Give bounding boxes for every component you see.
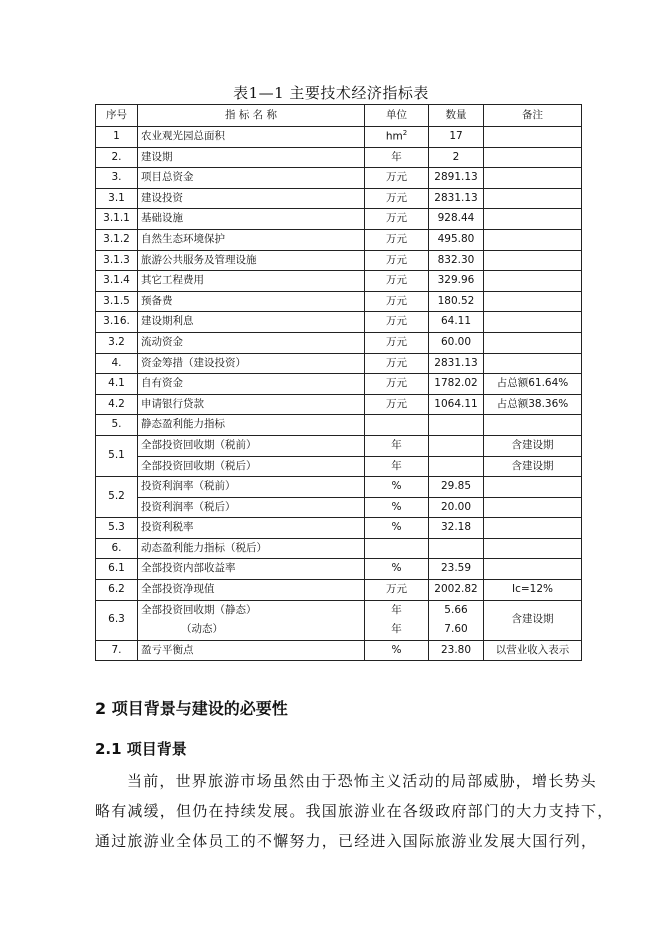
row-no: 2. — [96, 147, 138, 168]
row-qty: 32.18 — [429, 518, 484, 539]
row-qty: 17 — [429, 127, 484, 148]
row-item: 资金筹措（建设投资） — [138, 353, 365, 374]
table-header-row — [96, 105, 582, 127]
row-note: 以营业收入表示 — [484, 640, 582, 661]
row-no: 3.1.2 — [96, 229, 138, 250]
row-item: 流动资金 — [138, 332, 365, 353]
row-item: 自有资金 — [138, 374, 365, 395]
item-line-static: 全部投资回收期（静态） — [141, 603, 257, 616]
header-note: 备注 — [484, 105, 582, 127]
row-qty: 2002.82 — [429, 580, 484, 601]
row-no: 7. — [96, 640, 138, 661]
row-note — [484, 353, 582, 374]
subsection-heading: 2.1 项目背景 — [95, 740, 187, 758]
table-row — [96, 559, 582, 580]
row-no: 6. — [96, 538, 138, 559]
row-qty: 928.44 — [429, 209, 484, 230]
row-item: 旅游公共服务及管理设施 — [138, 250, 365, 271]
row-no: 3.1.3 — [96, 250, 138, 271]
row-note — [484, 209, 582, 230]
header-qty: 数量 — [429, 105, 484, 127]
row-unit: 万元 — [365, 312, 429, 333]
table-row — [96, 147, 582, 168]
table-row — [96, 291, 582, 312]
row-item: 静态盈利能力指标 — [138, 415, 365, 436]
row-unit: 万元 — [365, 168, 429, 189]
table-row — [96, 188, 582, 209]
table-row — [96, 456, 582, 477]
row-qty: 495.80 — [429, 229, 484, 250]
row-note — [484, 291, 582, 312]
row-item: 盈亏平衡点 — [138, 640, 365, 661]
row-no: 5.1 — [96, 435, 138, 476]
row-unit: 万元 — [365, 394, 429, 415]
header-unit: 单位 — [365, 105, 429, 127]
row-note — [484, 332, 582, 353]
table-row — [96, 271, 582, 292]
row-no: 3.1.4 — [96, 271, 138, 292]
row-no: 6.1 — [96, 559, 138, 580]
row-qty — [429, 600, 484, 640]
row-no: 6.3 — [96, 600, 138, 640]
row-no: 5.3 — [96, 518, 138, 539]
row-item — [138, 600, 365, 640]
row-note: 含建设期 — [484, 456, 582, 477]
body-paragraph — [95, 766, 614, 856]
row-item: 预备费 — [138, 291, 365, 312]
row-unit: % — [365, 497, 429, 518]
row-unit: 万元 — [365, 250, 429, 271]
qty-line-static: 5.66 — [444, 603, 468, 616]
row-note: 含建设期 — [484, 600, 582, 640]
row-unit: 万元 — [365, 188, 429, 209]
row-unit: 年 — [365, 435, 429, 456]
row-unit: % — [365, 518, 429, 539]
row-note: 含建设期 — [484, 435, 582, 456]
paragraph-line: 通过旅游业全体员工的不懈努力，已经进入国际旅游业发展大国行列， — [95, 832, 598, 850]
row-note — [484, 271, 582, 292]
row-note — [484, 229, 582, 250]
row-item: 自然生态环境保护 — [138, 229, 365, 250]
unit-line-dynamic: 年 — [391, 623, 402, 636]
row-unit — [365, 600, 429, 640]
row-note — [484, 188, 582, 209]
row-qty — [429, 456, 484, 477]
table-row — [96, 209, 582, 230]
row-item: 投资利润率（税后） — [138, 497, 365, 518]
row-qty: 23.59 — [429, 559, 484, 580]
table-row — [96, 332, 582, 353]
row-qty: 180.52 — [429, 291, 484, 312]
row-note — [484, 250, 582, 271]
row-no: 4.1 — [96, 374, 138, 395]
section-heading: 2 项目背景与建设的必要性 — [95, 699, 288, 718]
row-unit: % — [365, 640, 429, 661]
table-row — [96, 580, 582, 601]
row-item: 全部投资回收期（税前） — [138, 435, 365, 456]
table-row — [96, 127, 582, 148]
table-row — [96, 229, 582, 250]
row-unit: % — [365, 477, 429, 498]
row-qty: 20.00 — [429, 497, 484, 518]
table-title: 表1—1 主要技术经济指标表 — [233, 84, 429, 102]
row-item: 建设期利息 — [138, 312, 365, 333]
row-qty: 329.96 — [429, 271, 484, 292]
row-note — [484, 147, 582, 168]
table-row — [96, 250, 582, 271]
table-row — [96, 477, 582, 498]
table-row — [96, 415, 582, 436]
qty-line-dynamic: 7.60 — [444, 623, 468, 636]
row-qty: 29.85 — [429, 477, 484, 498]
row-unit: 万元 — [365, 229, 429, 250]
row-item: 投资利税率 — [138, 518, 365, 539]
row-qty: 2831.13 — [429, 188, 484, 209]
row-no: 3.16. — [96, 312, 138, 333]
table-row — [96, 394, 582, 415]
row-unit: 万元 — [365, 271, 429, 292]
row-no: 5.2 — [96, 477, 138, 518]
row-item: 动态盈利能力指标（税后） — [138, 538, 365, 559]
row-unit: 年 — [365, 456, 429, 477]
row-unit: 万元 — [365, 353, 429, 374]
row-qty: 23.80 — [429, 640, 484, 661]
table-row — [96, 600, 582, 640]
table-row — [96, 640, 582, 661]
table-row — [96, 353, 582, 374]
row-qty: 1782.02 — [429, 374, 484, 395]
item-line-dynamic: （动态） — [181, 623, 223, 636]
row-note — [484, 538, 582, 559]
paragraph-line: 略有减缓，但仍在持续发展。我国旅游业在各级政府部门的大力支持下， — [95, 802, 614, 820]
row-qty: 2 — [429, 147, 484, 168]
row-note: 占总额38.36% — [484, 394, 582, 415]
row-item: 全部投资回收期（税后） — [138, 456, 365, 477]
row-unit: 万元 — [365, 580, 429, 601]
row-item: 投资利润率（税前） — [138, 477, 365, 498]
table-row — [96, 168, 582, 189]
row-no: 6.2 — [96, 580, 138, 601]
indicator-table — [95, 104, 582, 661]
row-unit: 万元 — [365, 374, 429, 395]
row-qty: 1064.11 — [429, 394, 484, 415]
table-row — [96, 435, 582, 456]
row-unit: 年 — [365, 147, 429, 168]
row-unit: % — [365, 559, 429, 580]
row-item: 基础设施 — [138, 209, 365, 230]
row-unit: 万元 — [365, 291, 429, 312]
row-note — [484, 415, 582, 436]
table-row — [96, 518, 582, 539]
header-item: 指 标 名 称 — [138, 105, 365, 127]
row-note — [484, 497, 582, 518]
row-no: 4.2 — [96, 394, 138, 415]
row-no: 3. — [96, 168, 138, 189]
row-item: 建设期 — [138, 147, 365, 168]
row-qty: 60.00 — [429, 332, 484, 353]
row-unit — [365, 127, 429, 148]
table-row — [96, 374, 582, 395]
unit-text: hm — [385, 130, 403, 143]
row-qty — [429, 415, 484, 436]
unit-superscript: 2 — [402, 129, 408, 138]
row-note — [484, 127, 582, 148]
table-row — [96, 312, 582, 333]
row-qty: 2831.13 — [429, 353, 484, 374]
row-unit: 万元 — [365, 209, 429, 230]
row-item: 全部投资净现值 — [138, 580, 365, 601]
row-note: 占总额61.64% — [484, 374, 582, 395]
row-item: 农业观光园总面积 — [138, 127, 365, 148]
row-no: 1 — [96, 127, 138, 148]
row-no: 3.2 — [96, 332, 138, 353]
row-qty: 832.30 — [429, 250, 484, 271]
row-qty: 2891.13 — [429, 168, 484, 189]
row-item: 申请银行贷款 — [138, 394, 365, 415]
row-no: 3.1.1 — [96, 209, 138, 230]
row-note — [484, 168, 582, 189]
unit-line-static: 年 — [391, 603, 402, 616]
row-qty: 64.11 — [429, 312, 484, 333]
row-no: 3.1 — [96, 188, 138, 209]
row-unit: 万元 — [365, 332, 429, 353]
row-note — [484, 559, 582, 580]
row-note — [484, 312, 582, 333]
paragraph-line: 当前，世界旅游市场虽然由于恐怖主义活动的局部威胁，增长势头 — [127, 772, 597, 790]
table-row — [96, 538, 582, 559]
row-no: 3.1.5 — [96, 291, 138, 312]
row-item: 项目总资金 — [138, 168, 365, 189]
row-item: 建设投资 — [138, 188, 365, 209]
row-no: 4. — [96, 353, 138, 374]
row-item: 其它工程费用 — [138, 271, 365, 292]
row-note — [484, 518, 582, 539]
row-note: Ic=12% — [484, 580, 582, 601]
table-row — [96, 497, 582, 518]
row-unit — [365, 415, 429, 436]
row-item: 全部投资内部收益率 — [138, 559, 365, 580]
row-no: 5. — [96, 415, 138, 436]
row-note — [484, 477, 582, 498]
header-no: 序号 — [96, 105, 138, 127]
row-qty — [429, 538, 484, 559]
row-qty — [429, 435, 484, 456]
row-unit — [365, 538, 429, 559]
